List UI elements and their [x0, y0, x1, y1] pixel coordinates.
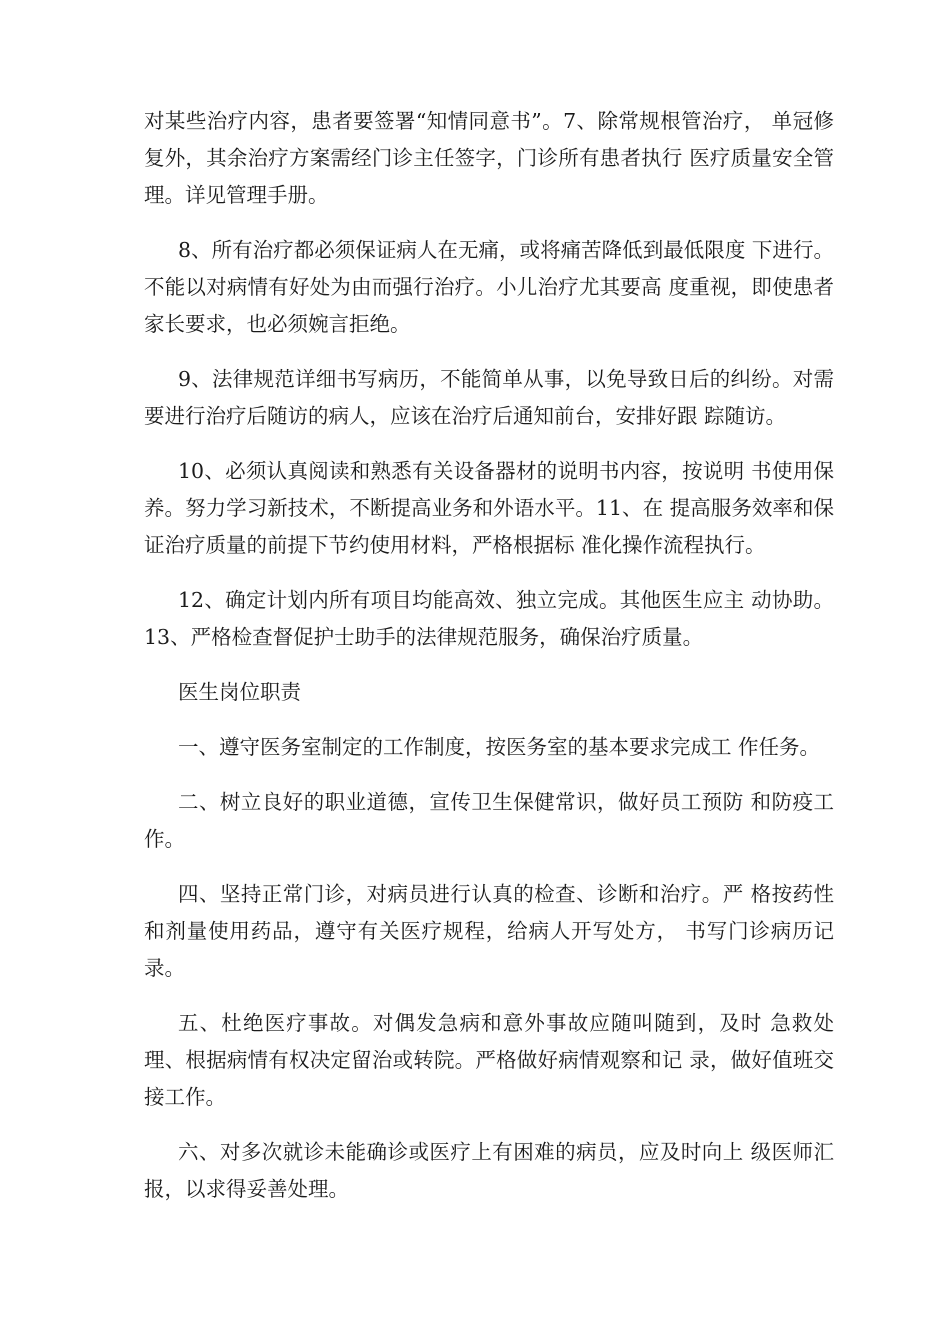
duty-item-2: 二、树立良好的职业道德，宣传卫生保健常识，做好员工预防 和防疫工作。	[144, 790, 834, 851]
paragraph-item-10-11: 10、必须认真阅读和熟悉有关设备器材的说明书内容，按说明 书使用保养。努力学习新技术，不断提高业务和外语水平。11、在 提高服务效率和保证治疗质量的前提下节约使用材料，严格根据标 准化操作流程执行。	[144, 459, 834, 557]
section-title: 医生岗位职责	[178, 680, 301, 704]
duty-item-1: 一、遵守医务室制定的工作制度，按医务室的基本要求完成工 作任务。	[178, 735, 821, 759]
paragraph-item-8: 8、所有治疗都必须保证病人在无痛，或将痛苦降低到最低限度 下进行。不能以对病情有好处为由而强行治疗。小儿治疗尤其要高 度重视，即使患者家长要求，也必须婉言拒绝。	[144, 238, 834, 336]
document-body	[144, 103, 834, 1226]
duty-item-6: 六、对多次就诊未能确诊或医疗上有困难的病员，应及时向上 级医师汇报，以求得妥善处理。	[144, 1140, 834, 1201]
duty-item-4: 四、坚持正常门诊，对病员进行认真的检查、诊断和治疗。严 格按药性和剂量使用药品，遵守有关医疗规程，给病人开写处方， 书写门诊病历记录。	[144, 882, 834, 980]
paragraph-item-12-13: 12、确定计划内所有项目均能高效、独立完成。其他医生应主 动协助。13、严格检查督促护士助手的法律规范服务，确保治疗质量。	[144, 588, 834, 649]
paragraph-continuation: 对某些治疗内容，患者要签署“知情同意书”。7、除常规根管治疗， 单冠修复外，其余治疗方案需经门诊主任签字，门诊所有患者执行 医疗质量安全管理。详见管理手册。	[144, 109, 834, 207]
duty-item-5: 五、杜绝医疗事故。对偶发急病和意外事故应随叫随到，及时 急救处理、根据病情有权决定留治或转院。严格做好病情观察和记 录，做好值班交接工作。	[144, 1011, 834, 1109]
paragraph-item-9: 9、法律规范详细书写病历，不能简单从事，以免导致日后的纠纷。对需要进行治疗后随访的病人，应该在治疗后通知前台，安排好跟 踪随访。	[144, 367, 834, 428]
